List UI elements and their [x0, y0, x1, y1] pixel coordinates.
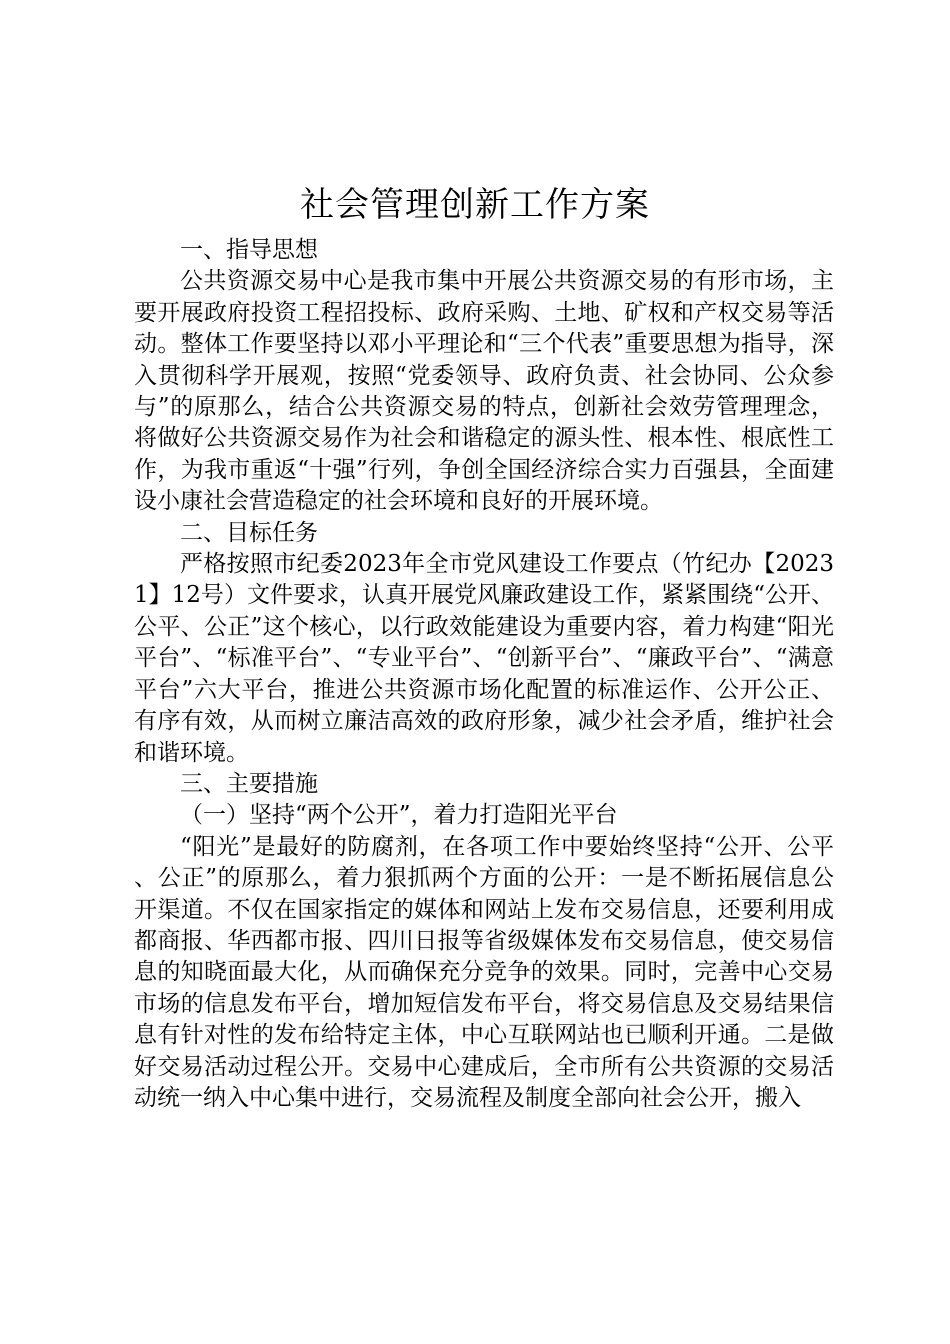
- paragraph-main-measures: “阳光”是最好的防腐剂，在各项工作中要始终坚持“公开、公平、公正”的原那么，着力狠抓两个方面的公开：一是不断拓展信息公开渠道。不仅在国家指定的媒体和网站上发布交易信息，还要利用成都商报、华西都市报、四川日报等省级媒体发布交易信息，使交易信息的知晓面最大化，从而确保充分竞争的效果。同时，完善中心交易市场的信息发布平台，增加短信发布平台，将交易信息及交易结果信息有针对性的发布给特定主体，中心互联网站也已顺利开通。二是做好交易活动过程公开。交易中心建成后，全市所有公共资源的交易活动统一纳入中心集中进行，交易流程及制度全部向社会公开，搬入: [134, 833, 834, 1111]
- document-title: 社会管理创新工作方案: [300, 185, 650, 225]
- subsection-heading-two-publics: （一）坚持“两个公开”，着力打造阳光平台: [180, 802, 618, 829]
- paragraph-goals-tasks: 严格按照市纪委2023年全市党风建设工作要点（竹纪办【20231】12号）文件要求，认真开展党风廉政建设工作，紧紧围绕“公开、公平、公正”这个核心，以行政效能建设为重要内容，着力构建“阳光平台”、“标准平台”、“专业平台”、“创新平台”、“廉政平台”、“满意平台”六大平台，推进公共资源市场化配置的标准运作、公开公正、有序有效，从而树立廉洁高效的政府形象，减少社会矛盾，维护社会和谐环境。: [134, 551, 834, 766]
- document-body: [134, 235, 834, 1114]
- section-heading-guiding-ideology: 一、指导思想: [180, 237, 318, 263]
- section-heading-main-measures: 三、主要措施: [180, 770, 318, 797]
- paragraph-guiding-ideology: 公共资源交易中心是我市集中开展公共资源交易的有形市场，主要开展政府投资工程招投标、政府采购、土地、矿权和产权交易等活动。整体工作要坚持以邓小平理论和“三个代表”重要思想为指导，深入贯彻科学开展观，按照“党委领导、政府负责、社会协同、公众参与”的原那么，结合公共资源交易的特点，创新社会效劳管理理念，将做好公共资源交易作为社会和谐稳定的源头性、根本性、根底性工作，为我市重返“十强”行列，争创全国经济综合实力百强县，全面建设小康社会营造稳定的社会环境和良好的开展环境。: [134, 268, 834, 515]
- section-heading-goals-tasks: 二、目标任务: [180, 519, 318, 546]
